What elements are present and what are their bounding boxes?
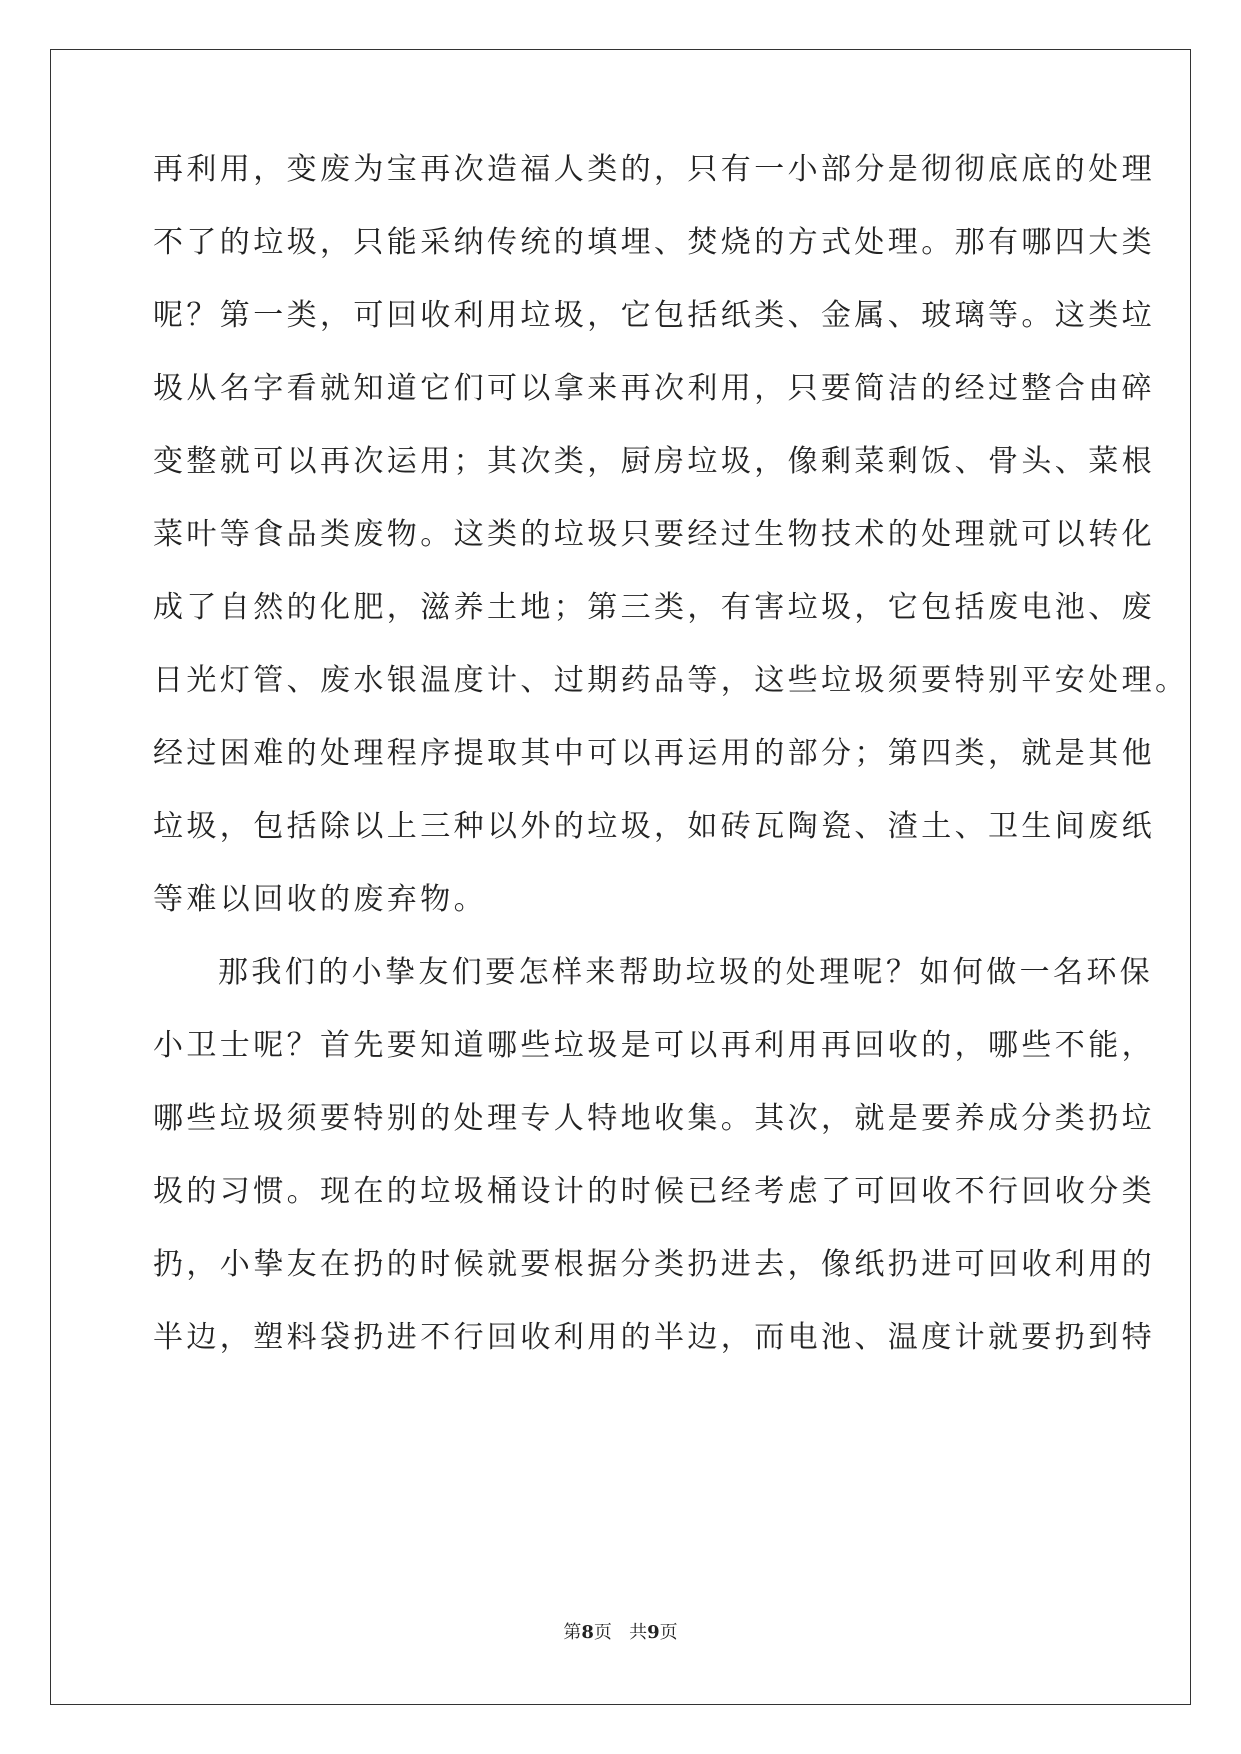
text-line: 圾从名字看就知道它们可以拿来再次利用，只要简洁的经过整合由碎 [153, 371, 1155, 406]
text-line: 哪些垃圾须要特别的处理专人特地收集。其次，就是要养成分类扔垃 [153, 1101, 1155, 1136]
page-number: 8 [581, 1622, 594, 1643]
text-line: 半边，塑料袋扔进不行回收利用的半边，而电池、温度计就要扔到特 [153, 1320, 1155, 1355]
total-suffix: 页 [659, 1622, 678, 1643]
text-line: 垃圾，包括除以上三种以外的垃圾，如砖瓦陶瓷、渣土、卫生间废纸 [153, 809, 1155, 844]
text-line: 扔，小挚友在扔的时候就要根据分类扔进去，像纸扔进可回收利用的 [153, 1247, 1155, 1282]
page-prefix: 第 [563, 1622, 582, 1643]
page-footer [0, 1621, 1241, 1645]
text-line: 不了的垃圾，只能采纳传统的填埋、焚烧的方式处理。那有哪四大类 [153, 225, 1155, 260]
paragraph-first-line: 那我们的小挚友们要怎样来帮助垃圾的处理呢？如何做一名环保 [218, 955, 1154, 990]
text-line: 再利用，变废为宝再次造福人类的，只有一小部分是彻彻底底的处理 [153, 152, 1155, 187]
text-line: 圾的习惯。现在的垃圾桶设计的时候已经考虑了可回收不行回收分类 [153, 1174, 1155, 1209]
text-line: 日光灯管、废水银温度计、过期药品等，这些垃圾须要特别平安处理。 [153, 663, 1189, 698]
total-prefix: 共 [629, 1622, 648, 1643]
total-pages: 9 [647, 1622, 660, 1643]
text-line: 呢？第一类，可回收利用垃圾，它包括纸类、金属、玻璃等。这类垃 [153, 298, 1155, 333]
text-line: 变整就可以再次运用；其次类，厨房垃圾，像剩菜剩饭、骨头、菜根 [153, 444, 1155, 479]
text-line: 经过困难的处理程序提取其中可以再运用的部分；第四类，就是其他 [153, 736, 1155, 771]
page-suffix: 页 [593, 1622, 612, 1643]
text-line: 成了自然的化肥，滋养土地；第三类，有害垃圾，它包括废电池、废 [153, 590, 1155, 625]
text-line: 等难以回收的废弃物。 [153, 882, 487, 917]
text-line: 小卫士呢？首先要知道哪些垃圾是可以再利用再回收的，哪些不能， [153, 1028, 1155, 1063]
text-line: 菜叶等食品类废物。这类的垃圾只要经过生物技术的处理就可以转化 [153, 517, 1155, 552]
